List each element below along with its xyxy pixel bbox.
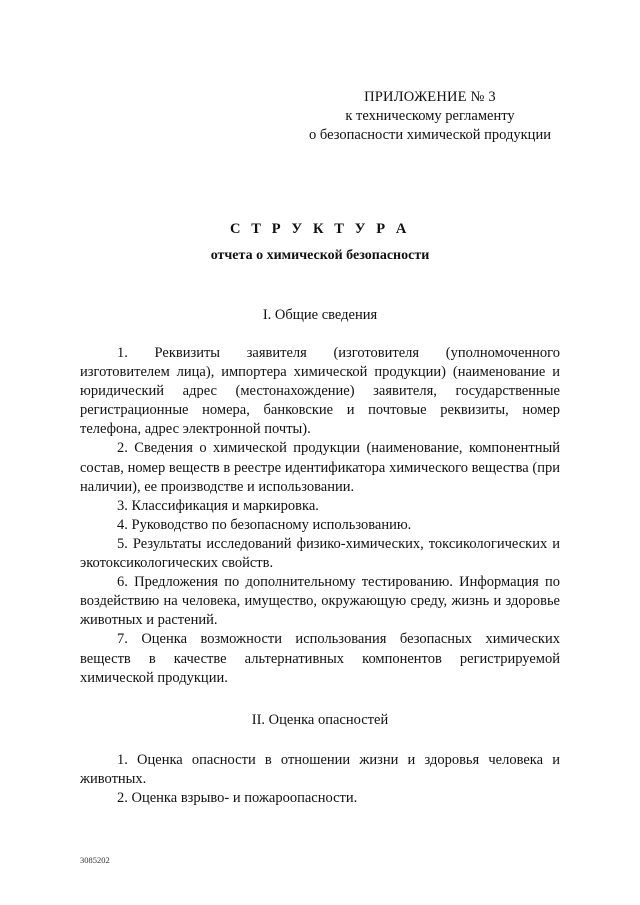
appendix-regulation-line: о безопасности химической продукции	[309, 127, 551, 143]
list-item: 1. Реквизиты заявителя (изготовителя (уполномоченного изготовителем лица), импортера химической продукции) (наименование и юридический адрес (местонахождение) заявителя, государственные регистрационные номера, банковские и почтовые реквизиты, номер телефона, адрес электронной почты).	[80, 345, 560, 438]
list-item: 5. Результаты исследований физико-химических, токсикологических и экотоксикологических свойств.	[80, 535, 560, 572]
appendix-title: ПРИЛОЖЕНИЕ № 3	[364, 89, 496, 105]
document-code: 3085202	[80, 855, 110, 865]
section-heading-hazards: II. Оценка опасностей	[251, 712, 389, 728]
list-item: 7. Оценка возможности использования безопасных химических веществ в качестве альтернативных компонентов регистрируемой химической продукции.	[80, 631, 560, 686]
section-heading-general: I. Общие сведения	[262, 307, 378, 323]
list-item: 6. Предложения по дополнительному тестированию. Информация по воздействию на человека, имущество, окружающую среду, жизнь и здоровье животных и растений.	[80, 574, 560, 629]
appendix-header	[300, 88, 560, 145]
document-title: С Т Р У К Т У Р А	[230, 221, 410, 237]
appendix-reference-line: к техническому регламенту	[345, 108, 515, 124]
document-subtitle: отчета о химической безопасности	[210, 248, 430, 263]
list-item: 1. Оценка опасности в отношении жизни и здоровья человека и животных.	[80, 752, 560, 788]
list-item: 4. Руководство по безопасному использованию.	[117, 516, 412, 533]
list-item: 3. Классификация и маркировка.	[117, 497, 319, 514]
section-general-items	[80, 344, 560, 688]
list-item: 2. Оценка взрыво- и пожароопасности.	[117, 790, 358, 807]
list-item: 2. Сведения о химической продукции (наименование, компонентный состав, номер веществ в реестре идентификатора химического вещества (при наличии), ее производстве и использовании.	[80, 440, 560, 495]
section-hazards-items	[80, 751, 560, 808]
